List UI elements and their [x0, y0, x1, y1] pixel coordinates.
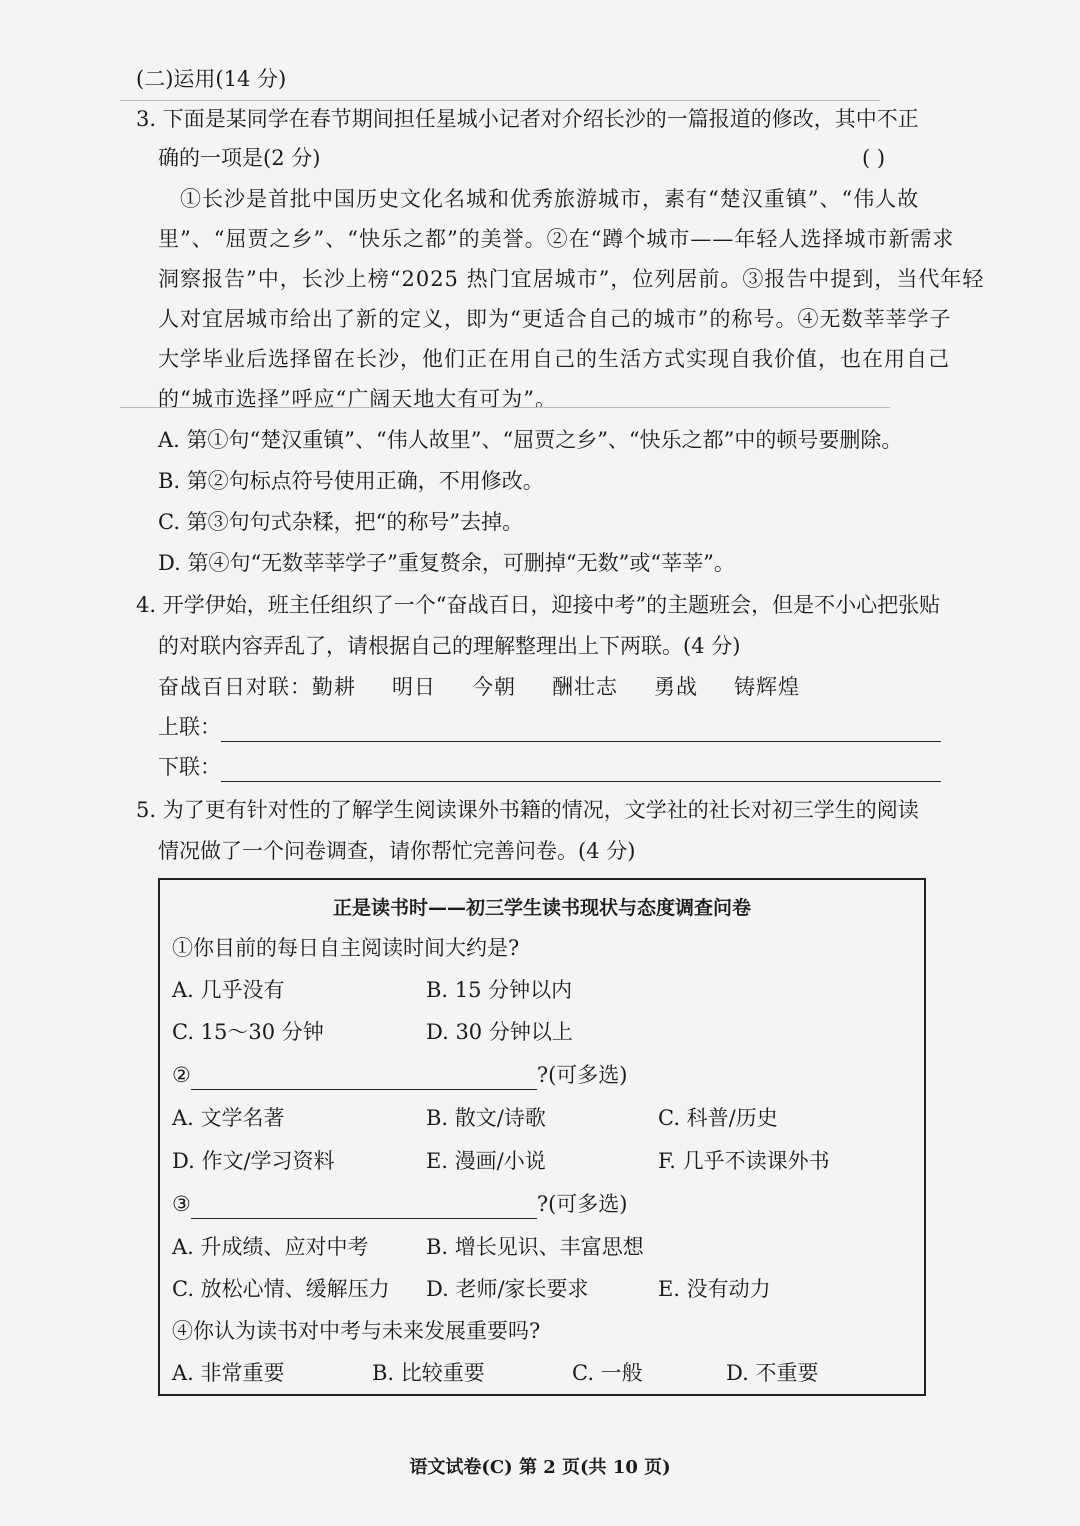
q5-stem-line1: 5. 为了更有针对性的了解学生阅读课外书籍的情况，文学社的社长对初三学生的阅读	[136, 798, 919, 822]
survey-option: A. 几乎没有	[172, 978, 285, 1002]
survey-title: 正是读书时——初三学生读书现状与态度调查问卷	[332, 897, 751, 919]
passage-top-border	[120, 100, 880, 101]
q3-option-c: C. 第③句句式杂糅，把“的称号”去掉。	[158, 510, 524, 534]
survey-option: D. 不重要	[726, 1361, 819, 1385]
q3-option-b: B. 第②句标点符号使用正确，不用修改。	[158, 469, 544, 493]
survey-option: C. 15～30 分钟	[172, 1020, 324, 1044]
q3-passage-line: 洞察报告”中，长沙上榜“2025 热门宜居城市”，位列居前。③报告中提到，当代年轻	[158, 267, 985, 291]
couplet-word: 勇战	[654, 675, 698, 699]
survey-q3-row	[172, 1189, 627, 1219]
q3-option-d: D. 第④句“无数莘莘学子”重复赘余，可删掉“无数”或“莘莘”。	[158, 551, 735, 575]
upper-couplet-label: 上联：	[158, 715, 221, 739]
survey-option: C. 科普/历史	[658, 1106, 778, 1130]
q3-passage-line: ①长沙是首批中国历史文化名城和优秀旅游城市，素有“楚汉重镇”、“伟人故	[180, 187, 920, 211]
survey-q2-row	[172, 1060, 627, 1090]
lower-couplet-label: 下联：	[158, 755, 221, 779]
survey-q2-blank[interactable]	[191, 1065, 537, 1090]
survey-option: B. 15 分钟以内	[426, 978, 573, 1002]
q3-passage-line: 人对宜居城市给出了新的定义，即为“更适合自己的城市”的称号。④无数莘莘学子	[158, 307, 952, 331]
survey-option: A. 文学名著	[172, 1106, 285, 1130]
q3-passage-line: 大学毕业后选择留在长沙，他们正在用自己的生活方式实现自我价值，也在用自己	[158, 347, 950, 371]
couplet-word: 明日	[392, 675, 436, 699]
q4-couplet-row	[158, 672, 800, 702]
passage-bottom-border	[120, 407, 890, 408]
survey-option: D. 作文/学习资料	[172, 1149, 335, 1173]
survey-q4: ④你认为读书对中考与未来发展重要吗?	[172, 1319, 541, 1343]
survey-box	[158, 878, 926, 1396]
couplet-word: 铸辉煌	[734, 675, 800, 699]
q3-passage-line: 里”、“屈贾之乡”、“快乐之都”的美誉。②在“蹲个城市——年轻人选择城市新需求	[158, 227, 955, 251]
couplet-word: 勤耕	[312, 675, 356, 699]
survey-q3-blank[interactable]	[191, 1194, 537, 1219]
survey-q3-suffix: ?(可多选)	[536, 1192, 628, 1216]
survey-option: F. 几乎不读课外书	[658, 1149, 830, 1173]
survey-option: B. 散文/诗歌	[426, 1106, 546, 1130]
survey-option: C. 一般	[572, 1361, 643, 1385]
survey-option: D. 老师/家长要求	[426, 1277, 589, 1301]
section-heading: (二)运用(14 分)	[136, 67, 287, 91]
survey-q3-number: ③	[172, 1192, 191, 1216]
couplet-label: 奋战百日对联：	[158, 675, 312, 699]
survey-q2-suffix: ?(可多选)	[536, 1063, 628, 1087]
survey-option: B. 增长见识、丰富思想	[426, 1235, 644, 1259]
survey-q2-number: ②	[172, 1063, 191, 1087]
survey-q1: ①你目前的每日自主阅读时间大约是?	[172, 936, 520, 960]
survey-option: B. 比较重要	[372, 1361, 485, 1385]
survey-option: A. 非常重要	[172, 1361, 285, 1385]
lower-couplet-row	[158, 752, 941, 782]
q3-answer-paren[interactable]: ( )	[862, 146, 886, 170]
survey-option: E. 漫画/小说	[426, 1149, 546, 1173]
q3-stem-line2: 确的一项是(2 分)	[158, 146, 321, 170]
q3-passage-line: 的“城市选择”呼应“广阔天地大有可为”。	[158, 387, 557, 411]
couplet-word: 今朝	[472, 675, 516, 699]
survey-option: C. 放松心情、缓解压力	[172, 1277, 390, 1301]
lower-couplet-blank[interactable]	[221, 757, 941, 782]
upper-couplet-row	[158, 712, 941, 742]
q3-option-a: A. 第①句“楚汉重镇”、“伟人故里”、“屈贾之乡”、“快乐之都”中的顿号要删除。	[158, 428, 903, 452]
survey-option: E. 没有动力	[658, 1277, 771, 1301]
survey-option: A. 升成绩、应对中考	[172, 1235, 369, 1259]
upper-couplet-blank[interactable]	[221, 717, 941, 742]
q4-stem-line2: 的对联内容弄乱了，请根据自己的理解整理出上下两联。(4 分)	[158, 634, 741, 658]
q5-stem-line2: 情况做了一个问卷调查，请你帮忙完善问卷。(4 分)	[158, 839, 636, 863]
q4-stem-line1: 4. 开学伊始，班主任组织了一个“奋战百日，迎接中考”的主题班会，但是不小心把张贴	[136, 593, 941, 617]
page-footer: 语文试卷(C) 第 2 页(共 10 页)	[409, 1457, 671, 1478]
couplet-word: 酬壮志	[552, 675, 618, 699]
survey-option: D. 30 分钟以上	[426, 1020, 573, 1044]
q3-stem-line1: 3. 下面是某同学在春节期间担任星城小记者对介绍长沙的一篇报道的修改，其中不正	[136, 107, 919, 131]
